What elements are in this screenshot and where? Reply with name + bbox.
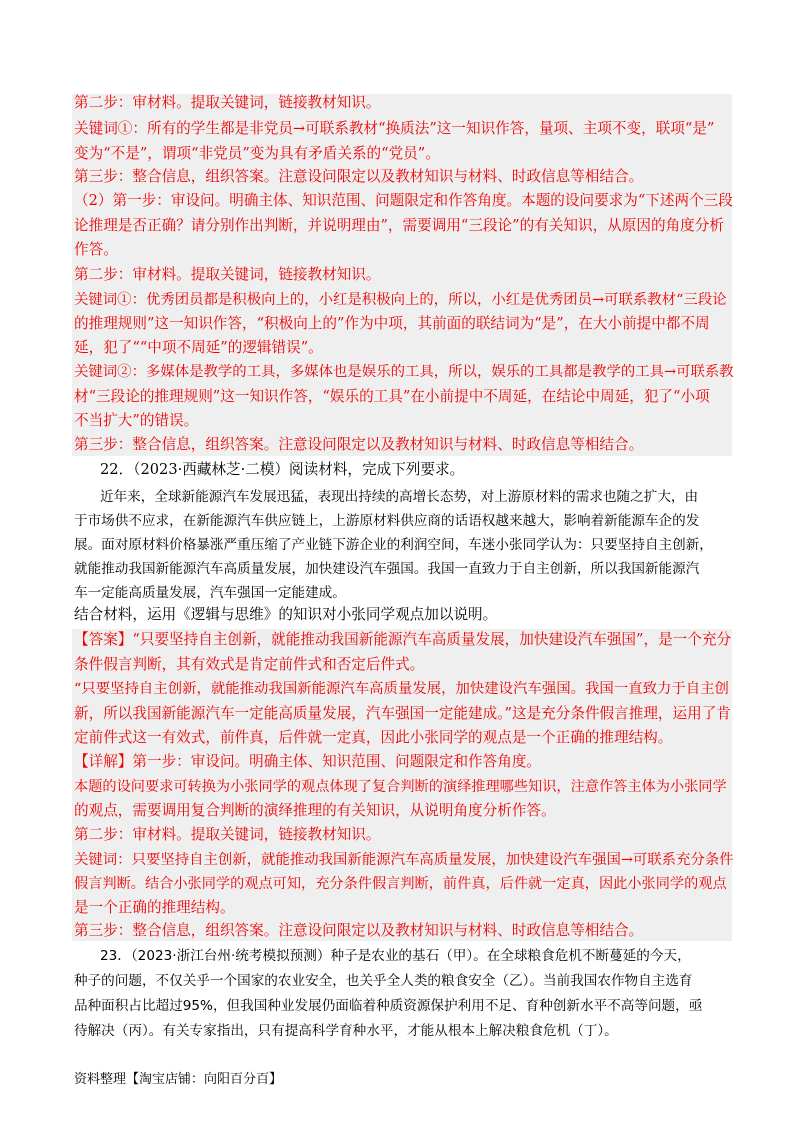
material-text-line: 展。面对原材料价格暴涨严重压缩了产业链下游企业的利润空间，车迷小张同学认为：只要坚持自主创新， [74,537,713,553]
question-22-heading: 22．（2023·西藏林芝·二模）阅读材料，完成下列要求。 [100,461,465,478]
answer-line: 【答案】“只要坚持自主创新，就能推动我国新能源汽车高质量发展，加快建设汽车强国”，是一个充分 [74,631,732,648]
text-line: 第三步：整合信息，组织答案。注意设问限定以及教材知识与材料、时政信息等相结合。 [74,168,644,185]
text-line: 第二步：审材料。提取关键词，链接教材知识。 [74,266,381,283]
material-text-line: 车一定能高质量发展，汽车强国一定能建成。 [74,585,346,601]
text-line: 关键词②：多媒体是教学的工具，多媒体也是娱乐的工具，所以，娱乐的工具都是教学的工具→可联系教 [74,364,734,380]
text-line: 作答。 [74,241,118,258]
material-text-line: 近年来，全球新能源汽车发展迅猛，表现出持续的高增长态势，对上游原材料的需求也随之扩大，由 [100,489,699,505]
answer-line: 定前件式这一有效式，前件真，后件就一定真，因此小张同学的观点是一个正确的推理结构。 [74,729,673,746]
answer-line: 条件假言判断，其有效式是肯定前件式和否定后件式。 [74,656,425,673]
text-line: （2）第一步：审设问。明确主体、知识范围、问题限定和作答角度。本题的设问要求为“下述两个三段 [74,192,733,209]
detail-line: 假言判断。结合小张同学的观点可知，充分条件假言判断，前件真，后件就一定真，因此小张同学的观点 [74,876,727,892]
text-line: 的推理规则”这一知识作答，“积极向上的”作为中项，其前面的联结词为“是”，在大小前提中都不周 [74,315,710,332]
material-text-line: 就能推动我国新能源汽车高质量发展，加快建设汽车强国。我国一直致力于自主创新，所以我国新能源汽 [74,561,700,577]
material-text-line: 品种面积占比超过95%，但我国种业发展仍面临着种质资源保护利用不足、育种创新水平不高等问题，亟 [74,998,703,1014]
text-line: 第二步：审材料。提取关键词，链接教材知识。 [74,94,381,111]
detail-line: 关键词：只要坚持自主创新，就能推动我国新能源汽车高质量发展，加快建设汽车强国→可联系充分条件 [74,852,734,868]
text-line: 关键词①：所有的学生都是非党员→可联系教材“换质法”这一知识作答，量项、主项不变，联项“是” [74,120,715,137]
material-text-line: 于市场供不应求，在新能源汽车供应链上，上游原材料供应商的话语权越来越大，影响着新能源车企的发 [74,513,700,529]
text-line: 关键词①：优秀团员都是积极向上的，小红是积极向上的，所以，小红是优秀团员→可联系教材“三段论 [74,292,727,308]
text-line: 不当扩大”的错误。 [74,412,199,429]
text-line: 第三步：整合信息，组织答案。注意设问限定以及教材知识与材料、时政信息等相结合。 [74,436,644,453]
question-23-heading: 23．（2023·浙江台州·统考模拟预测）种子是农业的基石（甲）。在全球粮食危机不断蔓延的今天， [100,948,691,964]
material-text-line: 待解决（丙）。有关专家指出，只有提高科学育种水平，才能从根本上解决粮食危机（丁）。 [74,1023,618,1039]
answer-line: “只要坚持自主创新，就能推动我国新能源汽车高质量发展，加快建设汽车强国。我国一直致力于自主创 [74,681,729,697]
answer-line: 新，所以我国新能源汽车一定能高质量发展，汽车强国一定能建成。”这是充分条件假言推理，运用了肯 [74,705,731,722]
text-line: 论推理是否正确？请分别作出判断，并说明理由”，需要调用“三段论”的有关知识，从原因的角度分析 [74,217,724,234]
detail-line: 第二步：审材料。提取关键词，链接教材知识。 [74,826,381,843]
detail-line: 本题的设问要求可转换为小张同学的观点体现了复合判断的演绎推理哪些知识，注意作答主体为小张同学 [74,779,727,795]
detail-line: 【详解】第一步：审设问。明确主体、知识范围、问题限定和作答角度。 [74,753,542,770]
detail-line: 第三步：整合信息，组织答案。注意设问限定以及教材知识与材料、时政信息等相结合。 [74,922,644,939]
detail-line: 的观点，需要调用复合判断的演绎推理的有关知识，从说明角度分析作答。 [74,802,556,819]
text-line: 延，犯了““中项不周延”的逻辑错误”。 [74,339,323,356]
text-line: 材“三段论的推理规则”这一知识作答，“娱乐的工具”在小前提中不周延，在结论中周延，犯了“小项 [74,388,710,405]
detail-line: 是一个正确的推理结构。 [74,899,235,916]
material-text-line: 种子的问题，不仅关乎一个国家的农业安全，也关乎全人类的粮食安全（乙）。当前我国农作物自主选育 [74,973,693,989]
question-prompt: 结合材料，运用《逻辑与思维》的知识对小张同学观点加以说明。 [74,606,498,623]
page-footer: 资料整理【淘宝店铺：向阳百分百】 [74,1072,283,1087]
text-line: 变为“不是”，谓项“非党员”变为具有矛盾关系的“党员”。 [74,145,440,162]
